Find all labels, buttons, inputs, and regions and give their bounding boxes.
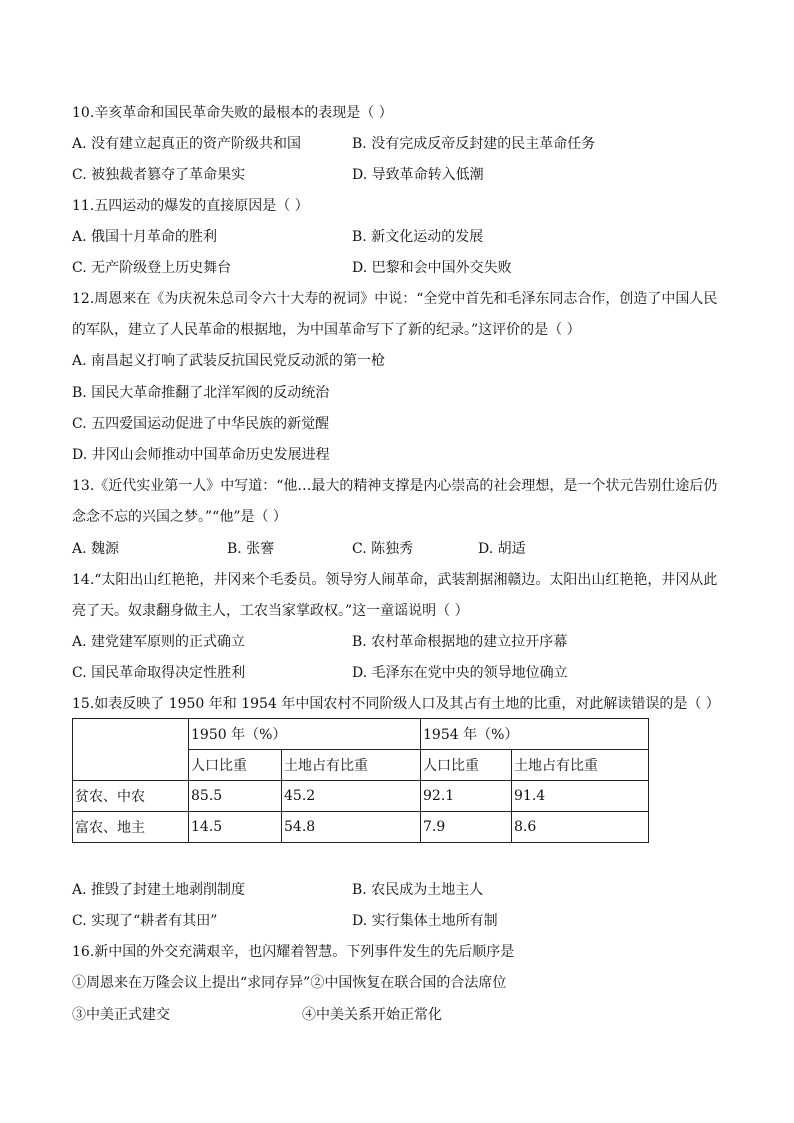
land-ratio-table (72, 718, 649, 843)
table-cell: 85.5 (189, 781, 282, 812)
q14-option-b: B. 农村革命根据地的建立拉开序幕 (352, 634, 568, 650)
table-subheader: 人口比重 (421, 750, 512, 781)
table-corner-cell (73, 719, 189, 781)
q16-item-1-2: ①周恩来在万隆会议上提出“求同存异”②中国恢复在联合国的合法席位 (72, 975, 507, 991)
q12-option-d: D. 井冈山会师推动中国革命历史发展进程 (72, 447, 330, 463)
table-subheader: 土地占有比重 (282, 750, 421, 781)
q14-option-d: D. 毛泽东在党中央的领导地位确立 (352, 665, 568, 681)
q16-item-3: ③中美正式建交 (72, 1007, 170, 1023)
q15-stem: 15.如表反映了 1950 年和 1954 年中国农村不同阶级人口及其占有土地的比重，对此解读错误的是（ ） (72, 696, 720, 712)
table-cell: 92.1 (421, 781, 512, 812)
q11-stem: 11.五四运动的爆发的直接原因是（ ） (72, 198, 309, 214)
table-row-label: 贫农、中农 (73, 781, 189, 812)
q12-option-b: B. 国民大革命推翻了北洋军阀的反动统治 (72, 385, 330, 401)
q13-stem-line1: 13.《近代实业第一人》中写道：“他…最大的精神支撑是内心崇高的社会理想，是一个状元告别仕途后仍 (72, 478, 718, 494)
q10-option-b: B. 没有完成反帝反封建的民主革命任务 (352, 136, 596, 152)
q15-option-d: D. 实行集体土地所有制 (352, 913, 498, 929)
q13-option-d: D. 胡适 (478, 541, 526, 557)
q13-option-b: B. 张謇 (227, 541, 275, 557)
table-cell: 7.9 (421, 812, 512, 843)
table-subheader: 土地占有比重 (512, 750, 649, 781)
q12-stem-line2: 的军队，建立了人民革命的根据地，为中国革命写下了新的纪录。”这评价的是（ ） (72, 322, 581, 338)
q14-stem-line1: 14.“太阳出山红艳艳，井冈来个毛委员。领导穷人闹革命，武装割据湘赣边。太阳出山红艳艳，井冈从此 (72, 572, 718, 588)
q15-option-b: B. 农民成为土地主人 (352, 882, 484, 898)
q14-option-c: C. 国民革命取得决定性胜利 (72, 665, 246, 681)
q12-option-a: A. 南昌起义打响了武装反抗国民党反动派的第一枪 (72, 353, 386, 369)
q15-option-c: C. 实现了“耕者有其田” (72, 913, 218, 929)
q12-stem-line1: 12.周恩来在《为庆祝朱总司令六十大寿的祝词》中说：“全党中首先和毛泽东同志合作，创造了中国人民 (72, 291, 718, 307)
table-year-1950: 1950 年（%） (189, 719, 421, 750)
q11-option-b: B. 新文化运动的发展 (352, 229, 484, 245)
table-cell: 45.2 (282, 781, 421, 812)
q14-option-a: A. 建党建军原则的正式确立 (72, 634, 246, 650)
table-cell: 54.8 (282, 812, 421, 843)
table-row (73, 781, 649, 812)
table-row-label: 富农、地主 (73, 812, 189, 843)
q16-stem: 16.新中国的外交充满艰辛，也闪耀着智慧。下列事件发生的先后顺序是 (72, 944, 515, 960)
q10-option-d: D. 导致革命转入低潮 (352, 167, 484, 183)
q15-option-a: A. 推毁了封建土地剥削制度 (72, 882, 246, 898)
table-header-row (73, 719, 649, 750)
q13-option-c: C. 陈独秀 (352, 541, 414, 557)
table-row (73, 812, 649, 843)
q12-option-c: C. 五四爱国运动促进了中华民族的新觉醒 (72, 416, 330, 432)
q13-option-a: A. 魏源 (72, 541, 120, 557)
table-cell: 8.6 (512, 812, 649, 843)
q10-option-a: A. 没有建立起真正的资产阶级共和国 (72, 136, 302, 152)
table-subheader: 人口比重 (189, 750, 282, 781)
q11-option-d: D. 巴黎和会中国外交失败 (352, 260, 512, 276)
q10-stem: 10.辛亥革命和国民革命失败的最根本的表现是（ ） (72, 105, 393, 121)
q14-stem-line2: 亮了天。奴隶翻身做主人，工农当家掌政权。”这一童谣说明（ ） (72, 603, 469, 619)
table-cell: 91.4 (512, 781, 649, 812)
q16-item-4: ④中美关系开始正常化 (302, 1007, 442, 1023)
q11-option-a: A. 俄国十月革命的胜利 (72, 229, 218, 245)
q10-option-c: C. 被独裁者篡夺了革命果实 (72, 167, 246, 183)
table-cell: 14.5 (189, 812, 282, 843)
q13-stem-line2: 念念不忘的兴国之梦。”“他”是（ ） (72, 509, 287, 525)
q11-option-c: C. 无产阶级登上历史舞台 (72, 260, 232, 276)
table-year-1954: 1954 年（%） (421, 719, 649, 750)
